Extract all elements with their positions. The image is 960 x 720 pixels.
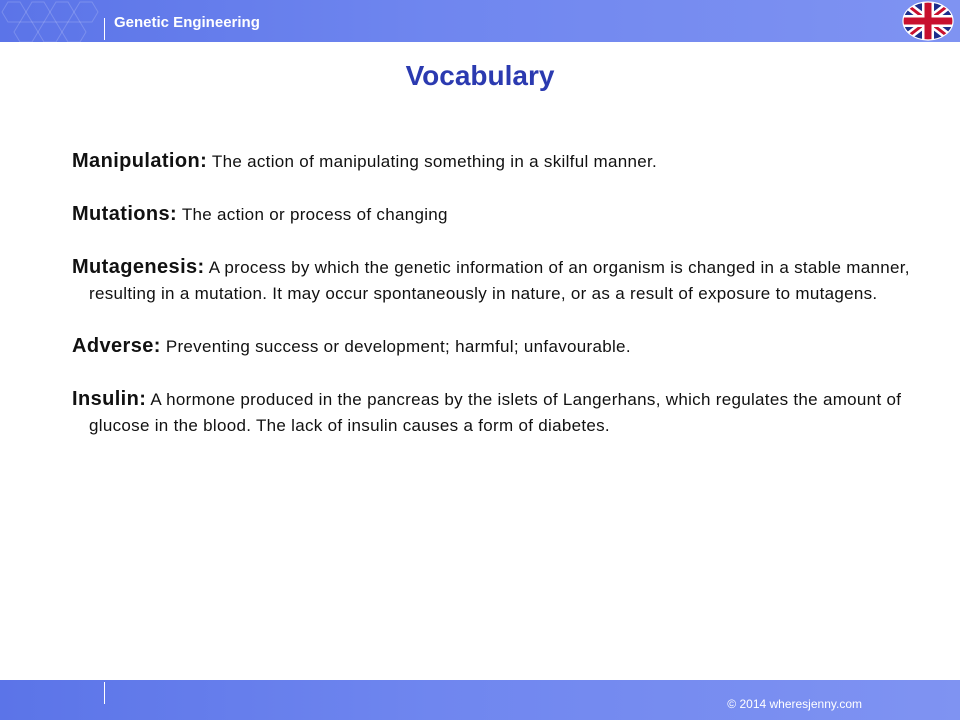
- copyright-text: © 2014 wheresjenny.com: [727, 697, 862, 711]
- vocabulary-list: [72, 148, 932, 465]
- footer-bar: [0, 680, 960, 720]
- vocab-term: Mutations:: [72, 203, 178, 225]
- vocab-definition: The action of manipulating something in a skilful manner.: [211, 152, 658, 171]
- vocab-item: [72, 201, 932, 228]
- vocab-item: [72, 254, 932, 307]
- vocab-item: [72, 386, 932, 439]
- header-bar: [0, 0, 960, 42]
- vocab-item: [72, 333, 932, 360]
- hexagon-pattern-decoration: [0, 0, 120, 42]
- vocab-definition: Preventing success or development; harmful; unfavourable.: [165, 337, 631, 356]
- vocab-definition: The action or process of changing: [181, 205, 448, 224]
- header-divider: [104, 18, 105, 40]
- vocab-item: [72, 148, 932, 175]
- vocab-definition: A process by which the genetic information of an organism is changed in a stable manner, resulting in a mutation. It may occur spontaneously in nature, or as a result of exposure to mutagens.: [89, 258, 910, 303]
- page-title: Vocabulary: [405, 60, 555, 91]
- footer-divider: [104, 682, 105, 704]
- vocab-term: Adverse:: [72, 335, 161, 357]
- vocab-definition: A hormone produced in the pancreas by the islets of Langerhans, which regulates the amount of glucose in the blood. The lack of insulin causes a form of diabetes.: [89, 390, 902, 435]
- vocab-term: Insulin:: [72, 388, 147, 410]
- header-title: Genetic Engineering: [114, 14, 260, 31]
- union-jack-flag-icon: [902, 1, 954, 41]
- vocab-term: Manipulation:: [72, 150, 208, 172]
- vocab-term: Mutagenesis:: [72, 256, 205, 278]
